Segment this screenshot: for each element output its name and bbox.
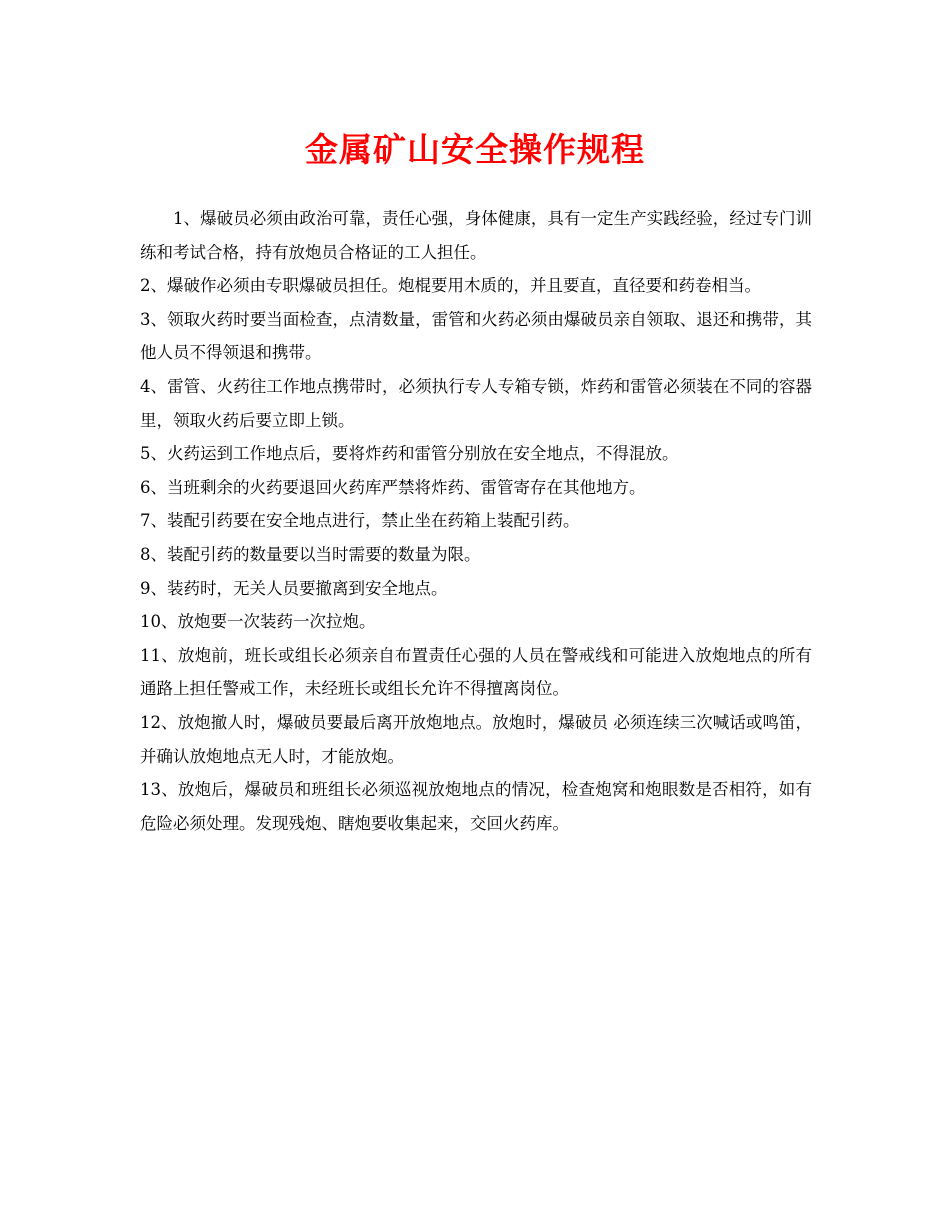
rule-item-3: 3、领取火药时要当面检查，点清数量，雷管和火药必须由爆破员亲自领取、退还和携带，其他人员不得领退和携带。 [140,309,812,363]
rule-item-7: 7、装配引药要在安全地点进行，禁止坐在药箱上装配引药。 [140,511,580,531]
rule-item-13: 13、放炮后，爆破员和班组长必须巡视放炮地点的情况，检查炮窝和炮眼数是否相符，如有危险必须处理。发现残炮、瞎炮要收集起来，交回火药库。 [140,780,812,833]
rule-item-12: 12、放炮撤人时，爆破员要最后离开放炮地点。放炮时，爆破员 必须连续三次喊话或鸣笛，并确认放炮地点无人时，才能放炮。 [140,712,812,766]
rule-item-1: 1、爆破员必须由政治可靠，责任心强，身体健康，具有一定生产实践经验，经过专门训练和考试合格，持有放炮员合格证的工人担任。 [140,209,812,262]
rule-item-8: 8、装配引药的数量要以当时需要的数量为限。 [140,544,481,564]
rule-item-6: 6、当班剩余的火药要退回火药库严禁将炸药、雷管寄存在其他地方。 [140,477,646,497]
rule-item-9: 9、装药时，无关人员要撤离到安全地点。 [140,578,448,598]
rule-item-11: 11、放炮前，班长或组长必须亲自布置责任心强的人员在警戒线和可能进入放炮地点的所有通路上担任警戒工作，未经班长或组长允许不得擅离岗位。 [140,645,812,699]
rule-item-4: 4、雷管、火药往工作地点携带时，必须执行专人专箱专锁，炸药和雷管必须装在不同的容器里，领取火药后要立即上锁。 [140,376,812,430]
rule-item-5: 5、火药运到工作地点后，要将炸药和雷管分别放在安全地点，不得混放。 [140,444,679,464]
rule-item-2: 2、爆破作必须由专职爆破员担任。炮棍要用木质的，并且要直，直径要和药卷相当。 [140,276,761,296]
document-body [140,202,812,840]
rule-item-10: 10、放炮要一次装药一次拉炮。 [140,612,376,632]
document-title: 金属矿山安全操作规程 [305,130,645,169]
